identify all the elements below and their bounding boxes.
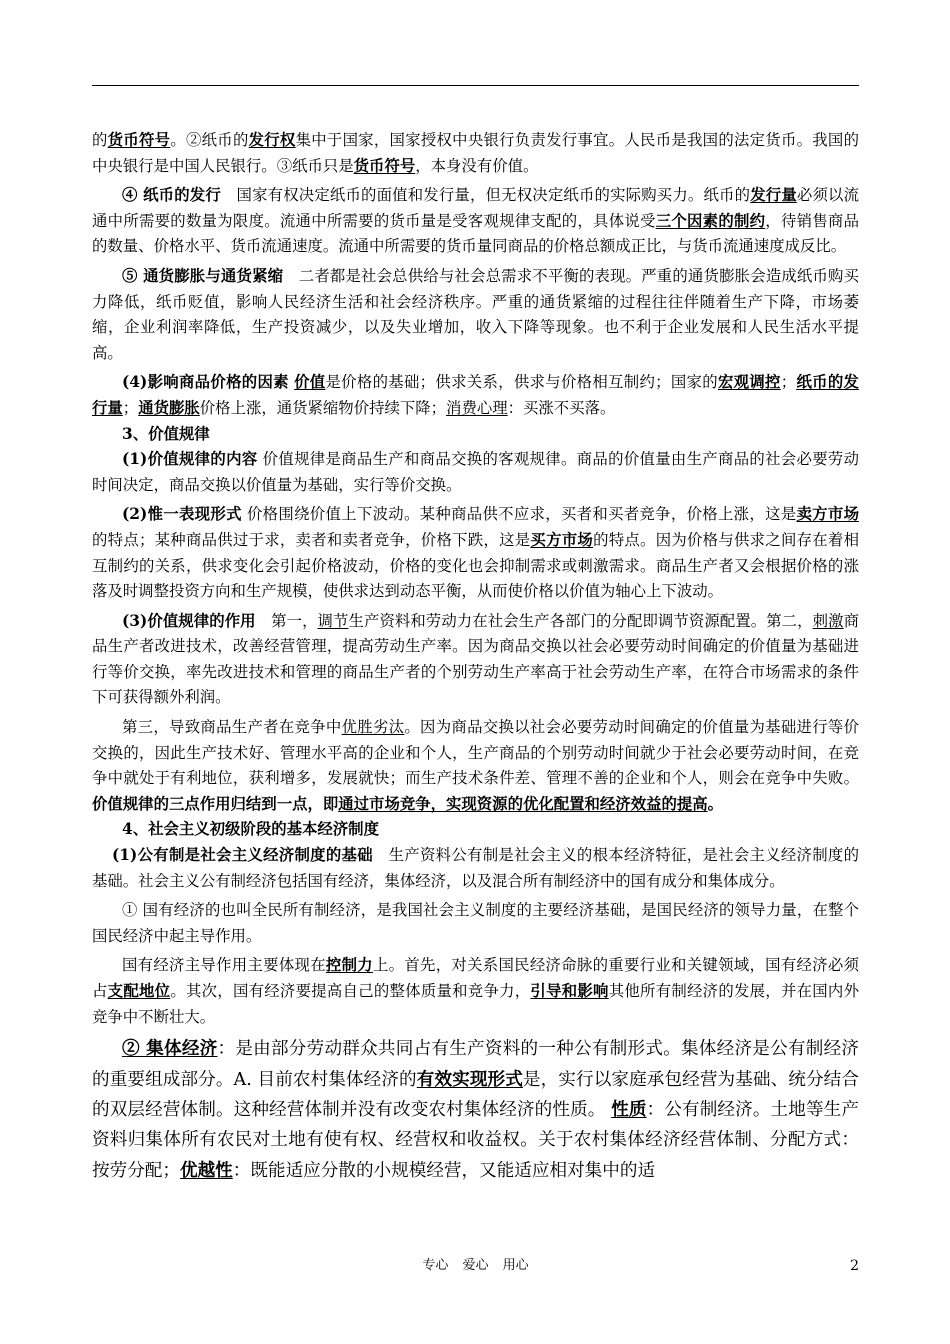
header-rule [92,85,859,86]
document-body [92,128,859,1186]
footer-motto: 专心 爱心 用心 [422,1258,529,1273]
body-text: 集中于国家，国家授权中央银行负责发行事宜。人民币是我国的法定货币。我国的中央银行是中国人民银行。③纸币只是 [92,131,859,175]
paragraph [92,715,859,817]
emphasis-text: 优胜劣汰 [341,718,405,737]
body-text: ； [780,373,797,392]
emphasis-text: 价值规律的三点作用归结到一点，即 [92,794,339,813]
paragraph [92,953,859,1030]
emphasis-text: ② 集体经济 [122,1038,218,1060]
emphasis-text: 刺激 [812,611,844,630]
body-text: 商品生产者改进技术，改善经营管理，提高劳动生产率。因为商品交换以社会必要劳动时间确定的价值量为基础进行等价交换，率先改进技术和管理的商品生产者的个别劳动生产率高于社会劳动生产率，在符合市场需求的条件下可获得额外利润。 [92,611,859,707]
emphasis-text: 优越性 [179,1159,233,1181]
body-text: 价值规律是商品生产和商品交换的客观规律。商品的价值量由生产商品的社会必要劳动时间决定，商品交换以价值量为基础，实行等价交换。 [92,450,859,494]
paragraph [92,609,859,711]
body-text: ； [122,398,139,417]
emphasis-text: 买方市场 [530,530,594,549]
body-text: ：既能适应分散的小规模经营，又能适应相对集中的适 [232,1160,656,1181]
paragraph [92,1034,859,1186]
paragraph [92,370,859,421]
body-text: 的特点；某种商品供过于求，卖者和卖者竞争，价格下跌，这是 [92,530,531,549]
paragraph [92,817,859,843]
body-text: 。其次，国有经济要提高自己的整体质量和竞争力， [170,982,531,1000]
emphasis-text: (3)价值规律的作用 [122,611,256,630]
emphasis-text: (1)价值规律的内容 [122,450,258,469]
emphasis-text: 通过市场竞争，实现资源的优化配置和经济效益的提高 [338,794,708,813]
emphasis-text: 发行量 [750,186,797,205]
body-text: 。②纸币的 [170,131,249,149]
body-text: 的特点。因为价格与供求之间存在着相互制约的关系，供求变化会引起价格波动，价格的变化也会抑制需求或刺激需求。商品生产者又会根据价格的涨落及时调整投资方向和生产规模，使供求达到动态平衡，从而使价格以价值为轴心上下波动。 [92,530,859,601]
page-number: 2 [850,1258,859,1274]
emphasis-text: 引导和影响 [530,982,609,1000]
emphasis-text: 调节 [317,611,349,630]
paragraph [92,183,859,260]
paragraph [92,502,859,604]
body-text: ，待销售商品的数量、价格水平、货币流通速度。流通中所需要的货币量同商品的价格总额成正比，与货币流通速度成反比。 [92,211,859,256]
body-text: ：是由部分劳动群众共同占有生产资料的一种公有制形式。集体经济是公有制经济的重要组成部分。A. 目前农村集体经济的 [92,1039,859,1090]
body-text: 上。首先，对关系国民经济命脉的重要行业和关键领域，国有经济必须占 [92,956,859,1000]
emphasis-text: ⑤ 通货膨胀与通货紧缩 [122,266,284,285]
emphasis-text: 宏观调控 [717,373,781,392]
emphasis-text: (4)影响商品价格的因素 [122,373,289,392]
paragraph [92,422,859,448]
paragraph [92,447,859,498]
body-text: 是，实行以家庭承包经营为基础、统分结合的双层经营体制。这种经营体制并没有改变农村集体经济的性质。 [92,1069,859,1121]
paragraph [92,898,859,949]
body-text: 价格围绕价值上下波动。某种商品供不应求，买者和买者竞争，价格上涨，这是 [241,505,797,524]
emphasis-text: 发行权 [248,131,296,149]
emphasis-text: (1)公有制是社会主义经济制度的基础 [112,846,373,865]
body-text: 必须以流通中所需要的数量为限度。流通中所需要的货币量是受客观规律支配的，具体说受 [92,186,859,230]
emphasis-text: 。 [707,794,724,813]
emphasis-text: (2)惟一表现形式 [122,505,242,524]
emphasis-text: 4、社会主义初级阶段的基本经济制度 [122,820,379,839]
body-text: 国有经济主导作用主要体现在 [122,956,326,975]
paragraph [92,843,859,894]
paragraph [92,128,859,179]
emphasis-text: 有效实现形式 [416,1068,523,1090]
emphasis-text: 卖方市场 [796,505,859,524]
emphasis-text: 性质 [611,1099,647,1121]
page-footer [92,1256,859,1278]
body-text: 是价格的基础；供求关系，供求与价格相互制约；国家的 [325,373,718,392]
body-text: 第三，导致商品生产者在竞争中 [122,718,342,737]
body-text: 二者都是社会总供给与社会总需求不平衡的表现。严重的通货膨胀会造成纸币购买力降低，纸币贬值，影响人民经济生活和社会经济秩序。严重的通货紧缩的过程往往伴随着生产下降，市场萎缩，企业利润率降低，生产投资减少，以及失业增加，收入下降等现象。也不利于企业发展和人民生活水平提高。 [92,266,859,362]
body-text: ① 国有经济的也叫全民所有制经济，是我国社会主义制度的主要经济基础，是国民经济的领导力量，在整个国民经济中起主导作用。 [92,901,859,945]
emphasis-text: 3、价值规律 [122,424,210,443]
body-text: 价格上涨，通货紧缩物价持续下降； [199,398,447,417]
emphasis-text: 价值 [294,373,326,392]
emphasis-text: 货币符号 [107,131,171,149]
emphasis-text: 通货膨胀 [138,398,200,417]
emphasis-text: 货币符号 [353,156,416,175]
body-text: 生产资料和劳动力在社会生产各部门的分配即调节资源配置。第二， [348,611,813,630]
body-text: ：公有制经济。土地等生产资料归集体所有农民对土地有使有权、经营权和收益权。关于农村集体经济经营体制、分配方式：按劳分配； [92,1100,859,1181]
emphasis-text: ④ 纸币的发行 [122,186,221,205]
body-text: 第一， [255,611,318,630]
emphasis-text: 三个因素的制约 [655,211,766,230]
paragraph [92,264,859,366]
emphasis-text: 消费心理 [446,398,508,417]
emphasis-text: 纸币的发行量 [92,373,859,417]
body-text: ：买涨不买落。 [507,398,616,417]
body-text: 国家有权决定纸币的面值和发行量，但无权决定纸币的实际购买力。纸币的 [220,186,751,205]
body-text: 。因为商品交换以社会必要劳动时间确定的价值量为基础进行等价交换的，因此生产技术好、管理水平高的企业和个人，生产商品的个别劳动时间就少于社会必要劳动时间，在竞争中就处于有利地位，获利增多，发展就快；而生产技术条件差、管理不善的企业和个人，则会在竞争中失败。 [92,718,859,788]
body-text: 的 [92,131,108,149]
body-text: ，本身没有价值。 [415,156,539,175]
emphasis-text: 控制力 [325,956,373,975]
body-text: 其他所有制经济的发展，并在国内外竞争中不断壮大。 [92,982,859,1026]
body-text: 生产资料公有制是社会主义的根本经济特征，是社会主义经济制度的基础。社会主义公有制经济包括国有经济，集体经济，以及混合所有制经济中的国有成分和集体成分。 [92,846,859,890]
emphasis-text: 支配地位 [107,982,171,1000]
